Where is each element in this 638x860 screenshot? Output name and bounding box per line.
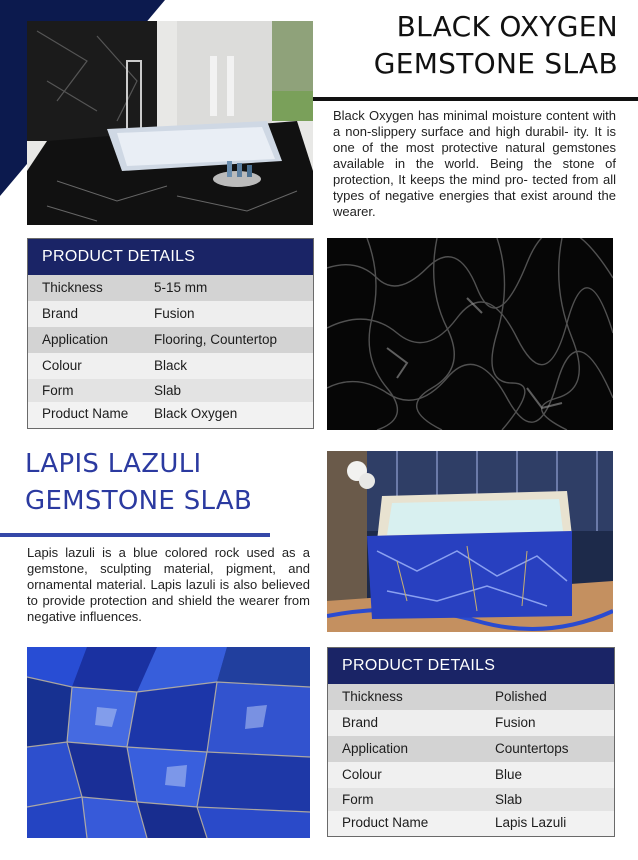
row-key: Thickness (342, 689, 403, 704)
row-value: Flooring, Countertop (154, 332, 278, 347)
table-row (28, 301, 313, 327)
lapis-lazuli-description: Lapis lazuli is a blue colored rock used as a gemstone, sculpting material, pigment, and ornamental material. Lapis lazuli is also believed to provide protection and shield the wearer from negative influences. (27, 545, 310, 624)
table-row (28, 275, 313, 301)
row-key: Form (342, 792, 374, 807)
lapis-title-line1: LAPIS LAZULI (25, 449, 202, 479)
table-row (328, 788, 614, 811)
black-oxygen-title (318, 8, 618, 82)
row-value: Fusion (154, 306, 195, 321)
row-value: Blue (495, 767, 523, 782)
black-oxygen-title-line1: BLACK OXYGEN (396, 10, 618, 43)
row-value: Slab (154, 383, 182, 398)
table-row (328, 811, 614, 836)
row-key: Brand (342, 715, 379, 730)
row-value: Polished (495, 689, 547, 704)
row-key: Brand (42, 306, 79, 321)
product-details-heading: PRODUCT DETAILS (328, 648, 614, 684)
table-row (28, 379, 313, 402)
lapis-lazuli-title (25, 446, 315, 520)
lapis-lazuli-slab-texture-image (27, 647, 310, 838)
row-value: Black (154, 358, 188, 373)
title-divider-black (313, 97, 638, 101)
black-oxygen-bathroom-image (27, 21, 313, 225)
row-value: Lapis Lazuli (495, 815, 567, 830)
black-oxygen-slab-texture-image (327, 238, 613, 430)
table-row (28, 353, 313, 379)
row-value: Fusion (495, 715, 536, 730)
table-row (328, 684, 614, 710)
row-value: Slab (495, 792, 523, 807)
row-key: Product Name (342, 815, 429, 830)
table-row (28, 327, 313, 353)
lapis-lazuli-bathtub-image (327, 451, 613, 632)
black-oxygen-title-line2: GEMSTONE SLAB (373, 47, 618, 80)
lapis-lazuli-product-details-table (327, 647, 615, 837)
row-key: Form (42, 383, 74, 398)
row-key: Application (42, 332, 109, 347)
table-row (28, 402, 313, 428)
row-key: Application (342, 741, 409, 756)
row-value: Black Oxygen (154, 406, 238, 421)
lapis-title-line2: GEMSTONE SLAB (25, 486, 253, 516)
product-details-heading: PRODUCT DETAILS (28, 239, 313, 275)
row-key: Thickness (42, 280, 103, 295)
table-row (328, 736, 614, 762)
table-row (328, 762, 614, 788)
row-key: Colour (42, 358, 82, 373)
black-oxygen-description: Black Oxygen has minimal moisture content with a non-slippery surface and high durabil- ity. It is one of the most protective natural gemstones available in the world. Being the stone of protection, It keeps the mind pro- tected from all types of negative energies that exist around the wearer. (333, 108, 616, 219)
title-divider-blue (0, 533, 270, 537)
row-value: Countertops (495, 741, 569, 756)
table-row (328, 710, 614, 736)
row-value: 5-15 mm (154, 280, 208, 295)
black-oxygen-product-details-table (27, 238, 314, 429)
row-key: Colour (342, 767, 382, 782)
row-key: Product Name (42, 406, 129, 421)
